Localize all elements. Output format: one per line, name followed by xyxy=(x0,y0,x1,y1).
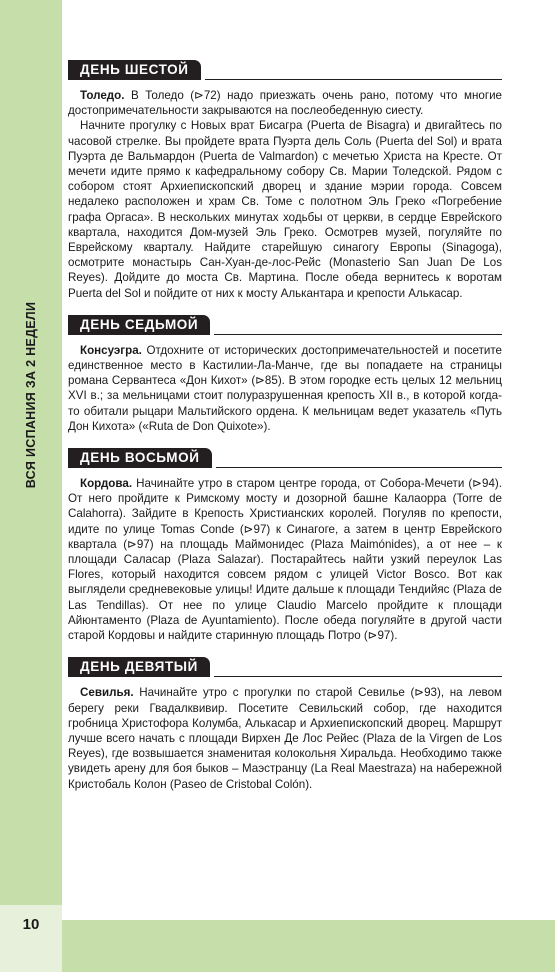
paragraph-lead: Севилья. xyxy=(80,686,134,700)
section-day-six xyxy=(68,60,502,301)
paragraph-text: В Толедо (⊳72) надо приезжать очень рано, потому что многие достопримечательности закрываются на послеобеденную сиесту. xyxy=(68,89,502,118)
bottom-band xyxy=(62,920,555,972)
section-heading-row xyxy=(68,315,502,343)
paragraph-text: Начинайте утро с прогулки по старой Севилье (⊳93), на левом берегу реки Гвадалквивир. Посетите Севильский собор, где находится гробница Христофора Колумба, Алькасар и Архиепископский дворец. Маршрут лучше всего начать с площади Вирхен Де Лос Рейес (Plaza de la Virgen de Los Reyes), где возвышается знаменитая колокольня Хиральда. Необходимо также увидеть арену для боя быков – Маэстранцу (La Real Maestraza) на набережной Кристобаль Колон (Paseo de Cristobal Colón). xyxy=(68,686,502,791)
section-heading: ДЕНЬ СЕДЬМОЙ xyxy=(68,315,210,335)
section-heading-row xyxy=(68,448,502,476)
section-heading-row xyxy=(68,657,502,685)
paragraph xyxy=(68,88,502,118)
section-day-seven xyxy=(68,315,502,434)
sidebar xyxy=(0,0,62,905)
paragraph-text: Отдохните от исторических достопримечательностей и посетите единственное место в Кастилии-Ла-Манче, где вы попадаете на страницы романа Сервантеса «Дон Кихот» (⊳85). В этом городке есть целых 12 мельниц XVI в.; за мельницами стоит полуразрушенная крепость XII в., в которой когда-то обитали рыцари Мальтийского ордена. К мельницам ведет указатель «Путь Дон Кихота» («Ruta de Don Quixote»). xyxy=(68,343,502,433)
paragraph xyxy=(68,343,502,434)
section-heading: ДЕНЬ ВОСЬМОЙ xyxy=(68,448,212,468)
section-heading: ДЕНЬ ДЕВЯТЫЙ xyxy=(68,657,210,677)
sidebar-title: ВСЯ ИСПАНИЯ ЗА 2 НЕДЕЛИ xyxy=(24,301,38,489)
section-heading: ДЕНЬ ШЕСТОЙ xyxy=(68,60,201,80)
section-heading-row xyxy=(68,60,502,88)
paragraph xyxy=(68,476,502,643)
section-day-eight xyxy=(68,448,502,643)
page-number: 10 xyxy=(0,905,62,972)
paragraph-text: Начинайте утро в старом центре города, от Собора-Мечети (⊳94). От него пройдите к Римскому мосту и дозорной башне Калаорра (Torre de Calahorra). Зайдите в Крепость Христианских королей. Погуляв по крепости, идите по улице Tomas Conde (⊳97) к Синагоге, а затем в центр Еврейского квартала (⊳97) на площадь Маймонидес (Plaza Maimónides), а от нее – к площади Саласар (Plaza Salazar). Постарайтесь найти узкий переулок Las Flores, который находится совсем рядом с улицей Victor Bosco. Вот как выглядели средневековые улицы! Идите дальше к площади Тендийяс (Plaza de Las Tendillas). От нее по улице Claudio Marcelo пройдите к площади Айюнтаменто (Plaza de Ayuntamiento). После обеда погуляйте в другой части старой Кордовы и найдите старинную площадь Потро (⊳97). xyxy=(68,477,502,643)
paragraph xyxy=(68,685,502,791)
paragraph-lead: Кордова. xyxy=(80,477,133,491)
page-content xyxy=(68,60,502,806)
paragraph xyxy=(68,118,502,300)
paragraph-lead: Толедо. xyxy=(80,89,125,102)
paragraph-lead: Консуэгра. xyxy=(80,343,142,357)
paragraph-text: Начните прогулку с Новых врат Бисагра (Puerta de Bisagra) и двигайтесь по часовой стрелке. Вы пройдете врата Пуэрта дель Соль (Puerta del Sol) и врата Пуэрта де Вальмардон (Puerta de Valmardon) с мечетью Христа на Кресте. От мечети идите прямо к кафедральному собору Св. Марии Толедской. Рядом с собором стоят Архиепископский дворец и здание мэрии города. Совсем недалеко расположен и храм Св. Томе с полотном Эль Греко «Погребение графа Оргаса». В нескольких минутах ходьбы от церкви, в сердце Еврейского квартала, находится Дом-музей Эль Греко. Осмотрев музей, погуляйте по Еврейскому кварталу. Найдите старейшую синагогу Европы (Sinagoga), осмотрите монастырь Сан-Хуан-де-лос-Рейс (Monasterio San Juan De Los Reyes). Дойдите до моста Св. Мартина. После обеда вернитесь к воротам Puerta del Sol и пойдите от них к мосту Алькантара и крепости Алькасар. xyxy=(68,119,502,300)
section-day-nine xyxy=(68,657,502,791)
